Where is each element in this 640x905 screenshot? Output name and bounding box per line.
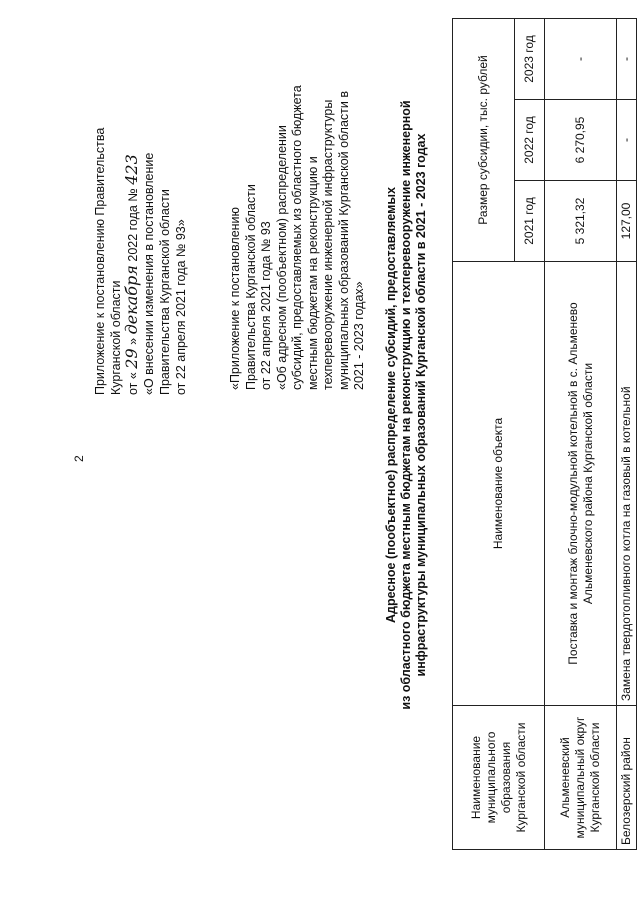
- appendix-line: «Приложение к постановлению: [228, 207, 242, 390]
- cell-object: Поставка и монтаж блочно-модульной котельной в с. Альменево Альменевского района Курганской области: [545, 262, 617, 706]
- header-subsidy: Размер субсидии, тыс. рублей: [453, 19, 515, 262]
- header-year-2023: 2023 год: [515, 19, 545, 100]
- title-line: Адресное (пообъектное) распределение субсидий, предоставляемых: [384, 187, 398, 623]
- appendix-line: субсидий, предоставляемых из областного бюджета: [290, 85, 304, 390]
- handwritten-month: декабря: [122, 265, 141, 335]
- cell-2023: -: [617, 19, 637, 100]
- appendix-line: «О внесении изменения в постановление: [142, 152, 156, 395]
- header-municipality: Наименование муниципального образования Курганской области: [453, 706, 545, 850]
- appendix-line: »: [126, 337, 140, 345]
- cell-2022: 6 270,95: [545, 100, 617, 181]
- appendix-line: «Об адресном (пообъектном) распределении: [274, 125, 289, 390]
- appendix-line: местным бюджетам на реконструкцию и: [305, 156, 320, 390]
- header-object: Наименование объекта: [453, 262, 545, 706]
- cell-2022: -: [617, 100, 637, 181]
- cell-municipality: Альменевский муниципальный округ Курганской области: [545, 706, 617, 850]
- cell-object: Замена твердотопливного котла на газовый в котельной: [617, 262, 637, 706]
- header-year-2021: 2021 год: [515, 181, 545, 262]
- appendix-current-block: [92, 105, 189, 395]
- table-row: [617, 19, 637, 850]
- appendix-line: муниципальных образований Курганской области в: [336, 91, 351, 390]
- table-row: [545, 19, 617, 850]
- appendix-line: Правительства Курганской области: [243, 184, 258, 390]
- cell-2021: 5 321,32: [545, 181, 617, 262]
- appendix-line: техперевооружение инженерной инфраструктуры: [321, 99, 335, 390]
- handwritten-number: 423: [122, 154, 141, 185]
- page-number: 2: [72, 455, 86, 462]
- appendix-line: от 22 апреля 2021 года № 93: [259, 221, 273, 390]
- cell-municipality: Белозерский район: [617, 706, 637, 850]
- appendix-line: 2022 года №: [126, 188, 140, 262]
- appendix-previous-block: [228, 85, 368, 390]
- appendix-date-line: [124, 105, 141, 395]
- header-year-2022: 2022 год: [515, 100, 545, 181]
- title-line: инфраструктуры муниципальных образований Курганской области в 2021 - 2023 годах: [414, 133, 428, 677]
- cell-2021: 127,00: [617, 181, 637, 262]
- title-line: из областного бюджета местным бюджетам на реконструкцию и техперевооружение инженерной: [399, 100, 413, 710]
- appendix-line: 2021 - 2023 годах»: [352, 281, 366, 390]
- appendix-line: от 22 апреля 2021 года № 93»: [174, 219, 188, 395]
- document-title: [384, 80, 429, 730]
- cell-2023: -: [545, 19, 617, 100]
- appendix-line: Приложение к постановлению Правительства: [93, 127, 107, 395]
- appendix-line: от «: [126, 372, 140, 395]
- table-header-row: [453, 19, 515, 850]
- subsidy-table: [452, 18, 637, 850]
- handwritten-day: 29: [122, 348, 141, 369]
- appendix-line: Правительства Курганской области: [158, 189, 172, 395]
- appendix-line: Курганской области: [109, 280, 123, 395]
